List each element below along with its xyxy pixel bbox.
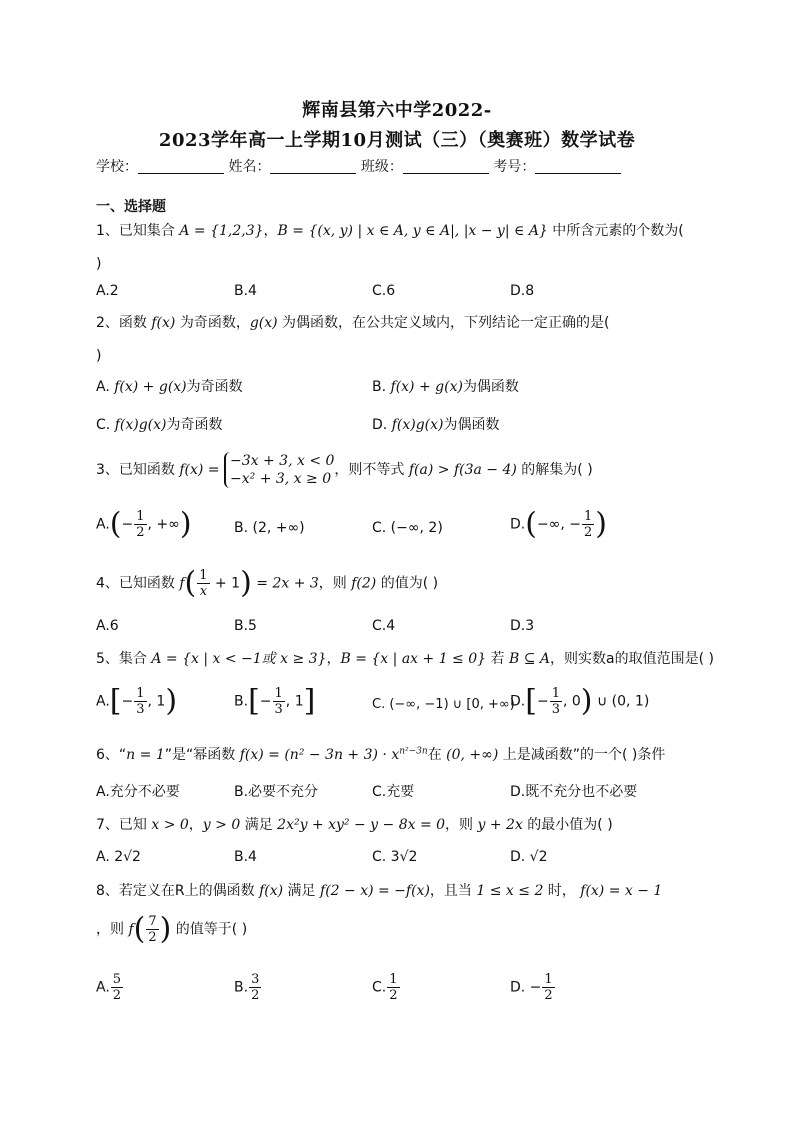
q8-c-num: 1 (389, 972, 398, 987)
q1-option-a[interactable]: A.2 (96, 283, 119, 299)
q3-a-sign: − (121, 516, 134, 533)
q4-option-d[interactable]: D.3 (510, 618, 535, 634)
exam-title-line2: 2023学年高一上学期10月测试（三）（奥赛班）数学试卷 (158, 130, 636, 151)
q7-cond2: y > 0 (202, 817, 241, 833)
q3-suffix: 的解集为( ) (516, 462, 593, 478)
q5-a-num: 1 (136, 686, 145, 701)
q4-plus: + 1 (210, 575, 241, 592)
q4-suffix: 的值为( ) (376, 575, 439, 592)
q5-set-b: B = {x | ax + 1 ≤ 0} (340, 651, 487, 667)
q8-line2-prefix: ，则 (96, 921, 129, 938)
student-info-line (96, 156, 696, 176)
q4-option-c[interactable]: C.4 (372, 618, 396, 634)
question-4 (96, 565, 696, 601)
q3-d-num: 1 (583, 509, 593, 524)
q7-prefix: 7、已知 (96, 817, 152, 833)
q5-d-frac (550, 686, 562, 717)
q5-b-rbracket: ] (303, 683, 316, 719)
q7-expr: y + 2x (477, 817, 523, 833)
q8-c-den: 2 (389, 988, 398, 1003)
q8-option-a[interactable] (96, 972, 124, 1003)
q4-eq: = 2x + 3 (251, 575, 319, 592)
question-8 (96, 880, 696, 900)
question-3 (96, 452, 696, 488)
q5-suffix: ，则实数a的取值范围是( ) (550, 651, 714, 667)
question-8-line2 (96, 911, 696, 947)
q6-interval: (0, +∞) (446, 747, 499, 763)
exam-no-label: 考号： (493, 159, 536, 175)
q3-a-den: 2 (136, 525, 145, 540)
q8-a-frac (111, 972, 123, 1003)
question-1 (96, 220, 696, 240)
q8-rparen: ) (159, 911, 172, 947)
q4-lparen: ( (184, 565, 197, 601)
name-label: 姓名： (228, 159, 271, 175)
q3-option-c[interactable]: C. (−∞, 2) (372, 520, 443, 536)
q3-piecewise (224, 452, 334, 488)
q5-d-union: ∪ (0, 1) (592, 693, 650, 710)
q7-mid2: 满足 (240, 817, 278, 833)
name-blank (270, 159, 356, 174)
q8-b-num: 3 (251, 972, 260, 987)
q8-num: 7 (148, 914, 157, 929)
q5-cond: 若 (486, 651, 509, 667)
q2-a-math: f(x) + g(x) (114, 379, 187, 395)
q3-case1: −3x + 3, x < 0 (230, 453, 335, 469)
q5-d-tail: , 0 (562, 693, 581, 710)
q8-b-den: 2 (251, 988, 260, 1003)
q4-f: f (179, 575, 185, 592)
q8-d-num: 1 (544, 972, 553, 987)
q3-a-label: A. (96, 516, 110, 533)
q7-option-c[interactable]: C. 3√2 (372, 849, 418, 865)
q1-close-paren: ) (96, 256, 102, 272)
q8-b-frac (249, 972, 261, 1003)
class-label: 班级： (360, 159, 403, 175)
q5-option-d[interactable]: D.[− $\frac{1}{3}$ , 0) ∪ (0, 1) (510, 683, 650, 719)
q2-a-label: A. (96, 379, 115, 395)
q8-fx: f(x) (259, 883, 284, 899)
q1-set-a: A = {1,2,3} (179, 223, 264, 239)
q6-option-c[interactable]: C.充要 (372, 784, 415, 800)
q6-prefix: 6、“ (96, 747, 127, 763)
q6-suffix: 上是减函数”的一个( )条件 (498, 747, 666, 763)
q5-d-num: 1 (551, 686, 560, 701)
q2-rest: 为偶函数，在公共定义域内，下列结论一定正确的是( (277, 315, 610, 331)
q5-d-rparen: ) (580, 683, 593, 719)
q3-case2: −x² + 3, x ≥ 0 (230, 471, 332, 487)
q8-a-num: 5 (112, 972, 122, 987)
q2-d-text: 为偶函数 (443, 417, 500, 433)
q5-b-lbracket: [ (248, 683, 260, 719)
q2-option-b[interactable] (372, 376, 519, 396)
q6-mid1: ”是“幂函数 (164, 747, 240, 763)
q7-option-b[interactable]: B.4 (234, 849, 257, 865)
q3-inequality: f(a) > f(3a − 4) (408, 462, 517, 478)
exam-title-line1: 辉南县第六中学2022- (302, 100, 492, 121)
q4-mid: ，则 (318, 575, 352, 592)
q8-suffix: 的值等于( ) (171, 921, 248, 938)
q4-prefix: 4、已知函数 (96, 575, 180, 592)
q8-mid3: 时， (543, 883, 581, 899)
q3-option-a[interactable] (96, 506, 192, 542)
q5-d-lbracket: [ (525, 683, 537, 719)
q4-option-b[interactable]: B.5 (234, 618, 257, 634)
q6-mid2: 在 (427, 747, 447, 763)
question-6 (96, 744, 696, 764)
class-blank (403, 159, 489, 174)
q8-f: f (128, 921, 134, 938)
q1-prefix: 1、已知集合 (96, 223, 180, 239)
q4-den: x (199, 584, 208, 599)
section-heading: 一、选择题 (96, 199, 166, 215)
q8-lparen: ( (133, 911, 146, 947)
q2-mid: 为奇函数， (175, 315, 250, 331)
q8-option-d[interactable] (510, 972, 556, 1003)
q4-rparen: ) (240, 565, 252, 601)
q7-option-d[interactable]: D. √2 (510, 849, 548, 865)
q3-mid: ，则不等式 (334, 462, 409, 478)
q5-a-label: A. (96, 693, 110, 710)
q5-option-c[interactable]: C. (−∞, −1) ∪ [0, +∞) (372, 697, 515, 712)
q3-d-den: 2 (583, 525, 593, 540)
q5-a-rparen: ) (165, 683, 178, 719)
q1-sep: ， (263, 223, 278, 239)
q5-b-num: 1 (274, 686, 283, 701)
q3-a-lparen: ( (109, 506, 122, 542)
q8-cond: 1 ≤ x ≤ 2 (476, 883, 544, 899)
question-2 (96, 312, 696, 332)
q3-d-rparen: ) (595, 506, 607, 542)
q4-option-a[interactable]: A.6 (96, 618, 119, 634)
q6-option-d[interactable]: D.既不充分也不必要 (510, 784, 638, 800)
q2-c-label: C. (96, 417, 115, 433)
question-7 (96, 814, 696, 834)
q8-prefix: 8、若定义在R上的偶函数 (96, 883, 260, 899)
q2-gx: g(x) (249, 315, 278, 331)
q5-a-den: 3 (136, 702, 145, 717)
q2-b-text: 为偶函数 (462, 379, 519, 395)
q6-n1: n = 1 (126, 747, 165, 763)
q5-d-label: D. (510, 693, 526, 710)
q2-option-a[interactable] (96, 376, 243, 396)
q3-prefix: 3、已知函数 (96, 462, 180, 478)
q8-c-frac (387, 972, 399, 1003)
q5-option-a[interactable]: A.[− $\frac{1}{3}$ , 1) (96, 683, 178, 719)
q8-d-den: 2 (544, 988, 553, 1003)
q5-a-frac (134, 686, 146, 717)
q7-cond1: x > 0 (151, 817, 189, 833)
q2-option-d[interactable] (372, 414, 499, 434)
q8-option-c[interactable] (372, 972, 401, 1003)
q6-exponent: n²−3n (399, 746, 428, 757)
q6-option-b[interactable]: B.必要不充分 (234, 784, 319, 800)
q3-option-d[interactable] (510, 506, 607, 542)
q8-d-label: D. − (510, 979, 542, 996)
q3-a-rparen: ) (179, 506, 192, 542)
q5-b-label: B. (234, 693, 249, 710)
q6-option-a[interactable]: A.充分不必要 (96, 784, 180, 800)
q2-c-math: f(x)g(x) (114, 417, 167, 433)
q5-b-tail: , 1 (285, 693, 304, 710)
q3-d-lparen: ( (525, 506, 537, 542)
school-label: 学校： (96, 159, 138, 175)
q1-set-b: B = {(x, y) | x ∈ A, y ∈ A|, |x − y| ∈ A} (277, 223, 548, 239)
q3-fdef: f(x) = (179, 462, 220, 478)
q5-b-frac (273, 686, 285, 717)
q8-equation: f(2 − x) = −f(x) (320, 883, 430, 899)
q5-subset: B ⊆ A (508, 651, 550, 667)
q8-def: f(x) = x − 1 (580, 883, 663, 899)
q8-option-b[interactable] (234, 972, 262, 1003)
q7-option-a[interactable]: A. 2√2 (96, 849, 141, 865)
q5-option-b[interactable]: B.[− $\frac{1}{3}$ , 1] (234, 683, 316, 719)
q6-func: f(x) = (n² − 3n + 3) · x (239, 747, 400, 763)
q8-a-den: 2 (112, 988, 122, 1003)
q3-a-right: , +∞ (147, 516, 180, 533)
q8-d-frac (542, 972, 554, 1003)
q3-d-left: −∞, − (536, 516, 581, 533)
q1-option-c[interactable]: C.6 (372, 283, 396, 299)
q4-num: 1 (199, 568, 208, 583)
question-5 (96, 648, 714, 668)
q4-f2: f(2) (351, 575, 377, 592)
q3-option-b[interactable]: B. (2, +∞) (234, 520, 305, 536)
q5-d-den: 3 (551, 702, 560, 717)
q7-suffix: 的最小值为( ) (522, 817, 613, 833)
q5-a-tail: , 1 (147, 693, 166, 710)
q5-a-lbracket: [ (109, 683, 122, 719)
q2-d-label: D. (372, 417, 392, 433)
q2-fx: f(x) (151, 315, 176, 331)
q8-a-label: A. (96, 979, 110, 996)
q2-b-math: f(x) + g(x) (390, 379, 463, 395)
q3-d-frac (582, 509, 594, 540)
q2-d-math: f(x)g(x) (391, 417, 444, 433)
q1-option-b[interactable]: B.4 (234, 283, 257, 299)
q4-frac (197, 568, 209, 599)
q8-den: 2 (148, 930, 157, 945)
q3-a-frac (134, 509, 146, 540)
q7-equation: 2x²y + xy² − y − 8x = 0 (277, 817, 446, 833)
q3-a-num: 1 (136, 509, 145, 524)
q2-b-label: B. (372, 379, 391, 395)
q2-prefix: 2、函数 (96, 315, 152, 331)
q8-c-label: C. (372, 979, 387, 996)
q5-b-den: 3 (274, 702, 283, 717)
q8-mid2: ，且当 (429, 883, 477, 899)
q2-a-text: 为奇函数 (186, 379, 243, 395)
q5-set-a: A = {x | x < −1或 x ≥ 3} (151, 651, 327, 667)
q2-close-paren: ) (96, 348, 102, 364)
q3-d-label: D. (510, 516, 526, 533)
q2-c-text: 为奇函数 (166, 417, 223, 433)
exam-no-blank (535, 159, 621, 174)
school-blank (138, 159, 224, 174)
q1-option-d[interactable]: D.8 (510, 283, 535, 299)
q7-mid3: ，则 (445, 817, 478, 833)
q8-b-label: B. (234, 979, 249, 996)
q2-option-c[interactable] (96, 414, 222, 434)
q1-suffix: 中所含元素的个数为( (547, 223, 684, 239)
q8-mid: 满足 (283, 883, 321, 899)
q7-mid: ， (188, 817, 203, 833)
q5-prefix: 5、集合 (96, 651, 152, 667)
q8-frac (146, 914, 158, 945)
q5-mid: ， (326, 651, 341, 667)
